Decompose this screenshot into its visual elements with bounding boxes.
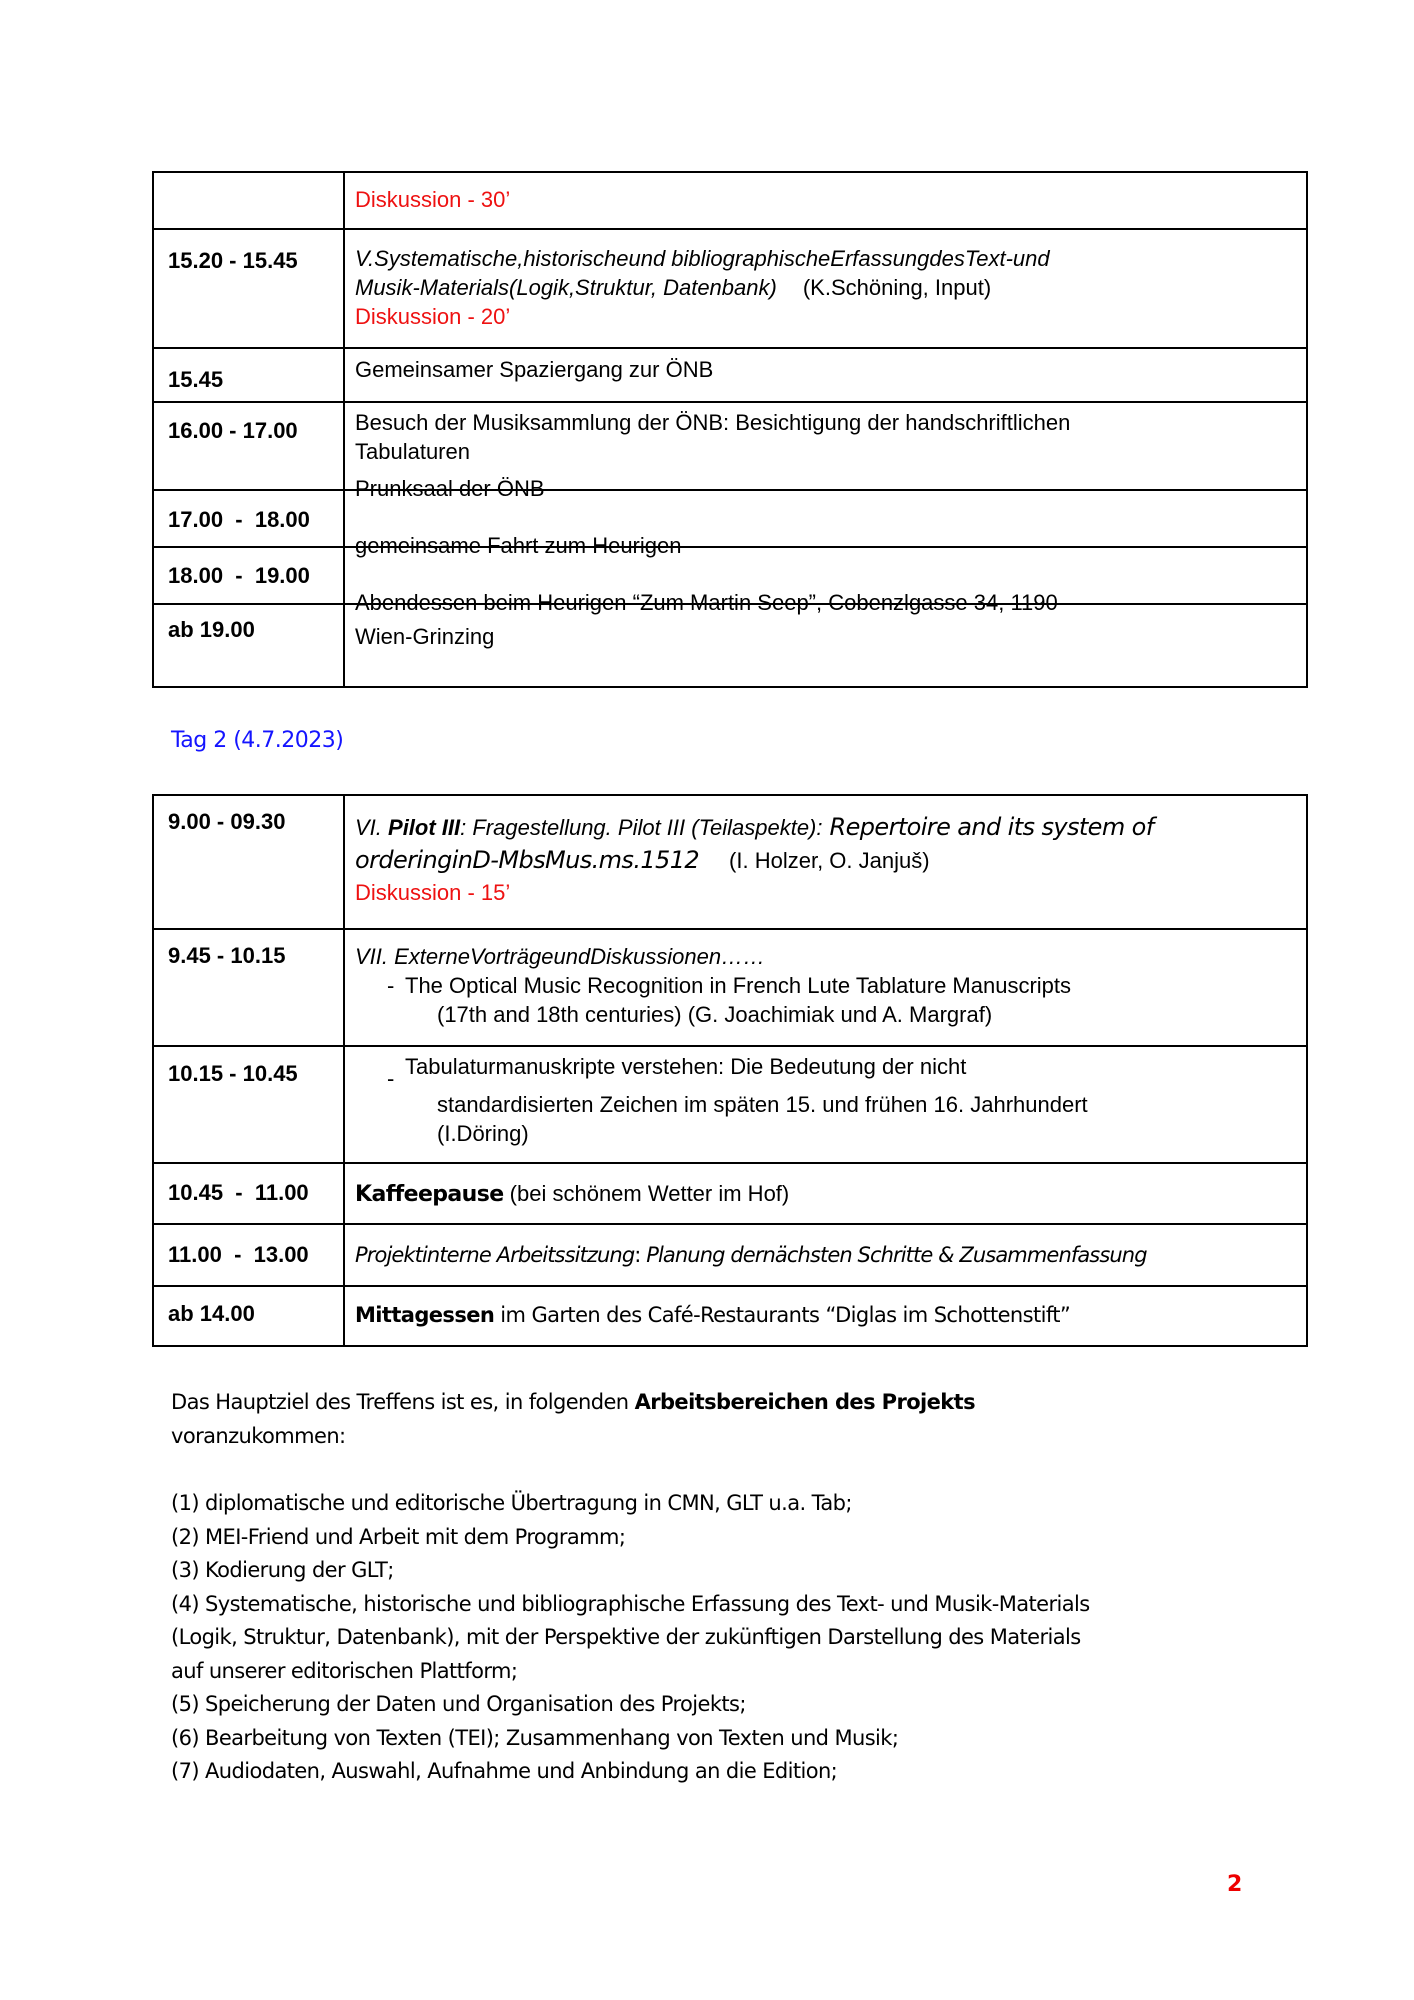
time-slot: 10.45 - 11.00 [168, 1180, 309, 1205]
break-title: Kaffeepause [355, 1182, 504, 1207]
break-note: (bei schönem Wetter im Hof) [503, 1181, 790, 1206]
time-slot: 16.00 - 17.00 [168, 418, 298, 443]
time-slot: 17.00 - 18.00 [168, 507, 310, 532]
talk-title: Tabulaturmanuskripte verstehen: Die Bedeutung der nicht [405, 1054, 967, 1079]
table-row [154, 1285, 1306, 1347]
time-slot: 15.45 [168, 367, 224, 392]
list-item: (1) diplomatische und editorische Übertragung in CMN, GLT u.a. Tab; [171, 1491, 852, 1515]
intro-text: Das Hauptziel des Treffens ist es, in folgenden [171, 1390, 635, 1414]
table-row [154, 401, 1306, 490]
session-description: Wien-Grinzing [355, 624, 495, 649]
session-description [355, 1052, 1296, 1148]
time-slot: 15.20 - 15.45 [168, 248, 298, 273]
lunch-location: im Garten des Café-Restaurants “Diglas im Schottenstift” [494, 1303, 1071, 1327]
bullet-dash: - [387, 1066, 395, 1091]
description-line: Besuch der Musiksammlung der ÖNB: Besichtigung der handschriftlichen [355, 410, 1071, 435]
lunch-title: Mittagessen [355, 1303, 495, 1327]
time-slot: 11.00 - 13.00 [168, 1242, 309, 1267]
list-item: (7) Audiodaten, Auswahl, Aufnahme und Anbindung an die Edition; [171, 1759, 838, 1783]
session-topic: orderinginD-MbsMus.ms.1512 [355, 846, 700, 874]
table-row [154, 173, 1306, 229]
time-slot: 10.15 - 10.45 [168, 1061, 298, 1086]
table-row [154, 796, 1306, 929]
table-row [154, 228, 1306, 348]
session-description: Abendessen beim Heurigen “Zum Martin Seep”, Cobenzlgasse 34, 1190 [355, 590, 1058, 615]
session-number: VI. [355, 815, 389, 840]
session-description: Prunksaal der ÖNB [355, 476, 545, 501]
speaker: (K.Schöning, Input) [802, 275, 992, 300]
page-number: 2 [1227, 1872, 1243, 1897]
time-slot: 9.00 - 09.30 [168, 809, 286, 834]
list-item: (Logik, Struktur, Datenbank), mit der Perspektive der zukünftigen Darstellung des Materials [171, 1625, 1081, 1649]
session-description [355, 810, 1296, 908]
speaker: (I.Döring) [437, 1121, 529, 1146]
list-item: (4) Systematische, historische und bibliographische Erfassung des Text- und Musik-Materials [171, 1591, 1090, 1616]
list-item: auf unserer editorischen Plattform; [171, 1658, 518, 1683]
talk-title: The Optical Music Recognition in French Lute Tablature Manuscripts [405, 973, 1072, 998]
list-item: (6) Bearbeitung von Texten (TEI); Zusammenhang von Texten und Musik; [171, 1725, 899, 1750]
session-title: VII. ExterneVorträgeundDiskussionen…… [355, 944, 766, 969]
goals-intro [171, 1386, 975, 1453]
session-title: Projektinterne Arbeitssitzung [355, 1243, 635, 1267]
table-row [154, 347, 1306, 402]
session-topic: Planung dernächsten Schritte & Zusammenfassung [646, 1243, 1147, 1267]
time-slot: ab 19.00 [168, 617, 255, 642]
goals-list [171, 1487, 1090, 1789]
separator: : [634, 1243, 647, 1267]
session-description [355, 942, 1296, 1029]
talk-title: standardisierten Zeichen im späten 15. und frühen 16. Jahrhundert [437, 1092, 1088, 1117]
day2-heading: Tag 2 (4.7.2023) [171, 728, 344, 753]
discussion-label: Diskussion - 15’ [355, 880, 511, 905]
table-row [154, 1045, 1306, 1163]
session-title-bold: Pilot III [388, 815, 461, 840]
list-item: (3) Kodierung der GLT; [171, 1558, 394, 1582]
table-row [154, 1223, 1306, 1286]
talk-title: (17th and 18th centuries) (G. Joachimiak und A. Margraf) [437, 1002, 993, 1027]
time-slot: ab 14.00 [168, 1301, 255, 1326]
session-title: V.Systematische,historischeund bibliographischeErfassungdesText-und [355, 246, 1050, 271]
discussion-label: Diskussion - 20’ [355, 304, 511, 329]
session-topic: Repertoire and its system of [822, 813, 1154, 841]
day1-schedule-table [152, 171, 1308, 688]
session-description [355, 1179, 1296, 1209]
description-line: Tabulaturen [355, 439, 470, 464]
session-description [355, 1241, 1296, 1270]
table-row [154, 928, 1306, 1046]
session-description [355, 408, 1296, 466]
session-title: Musik-Materials(Logik,Struktur, Datenbank) [355, 275, 777, 300]
list-item: (2) MEI-Friend und Arbeit mit dem Programm; [171, 1524, 626, 1549]
discussion-label: Diskussion - 30’ [355, 187, 511, 212]
time-slot: 18.00 - 19.00 [168, 563, 310, 588]
table-row [154, 489, 1306, 547]
session-description [355, 244, 1296, 331]
session-title: : Fragestellung. Pilot III (Teilaspekte): [460, 815, 823, 840]
session-description: gemeinsame Fahrt zum Heurigen [355, 533, 682, 558]
intro-text: voranzukommen: [171, 1423, 346, 1448]
bullet-dash: - [387, 973, 395, 998]
session-description [355, 1301, 1296, 1330]
intro-emphasis: Arbeitsbereichen des Projekts [634, 1390, 975, 1414]
time-slot: 9.45 - 10.15 [168, 943, 286, 968]
list-item: (5) Speicherung der Daten und Organisation des Projekts; [171, 1692, 746, 1716]
table-row [154, 603, 1306, 690]
speaker: (I. Holzer, O. Janjuš) [729, 848, 930, 873]
table-row [154, 1162, 1306, 1224]
session-description: Gemeinsamer Spaziergang zur ÖNB [355, 357, 714, 382]
day2-schedule-table [152, 794, 1308, 1347]
